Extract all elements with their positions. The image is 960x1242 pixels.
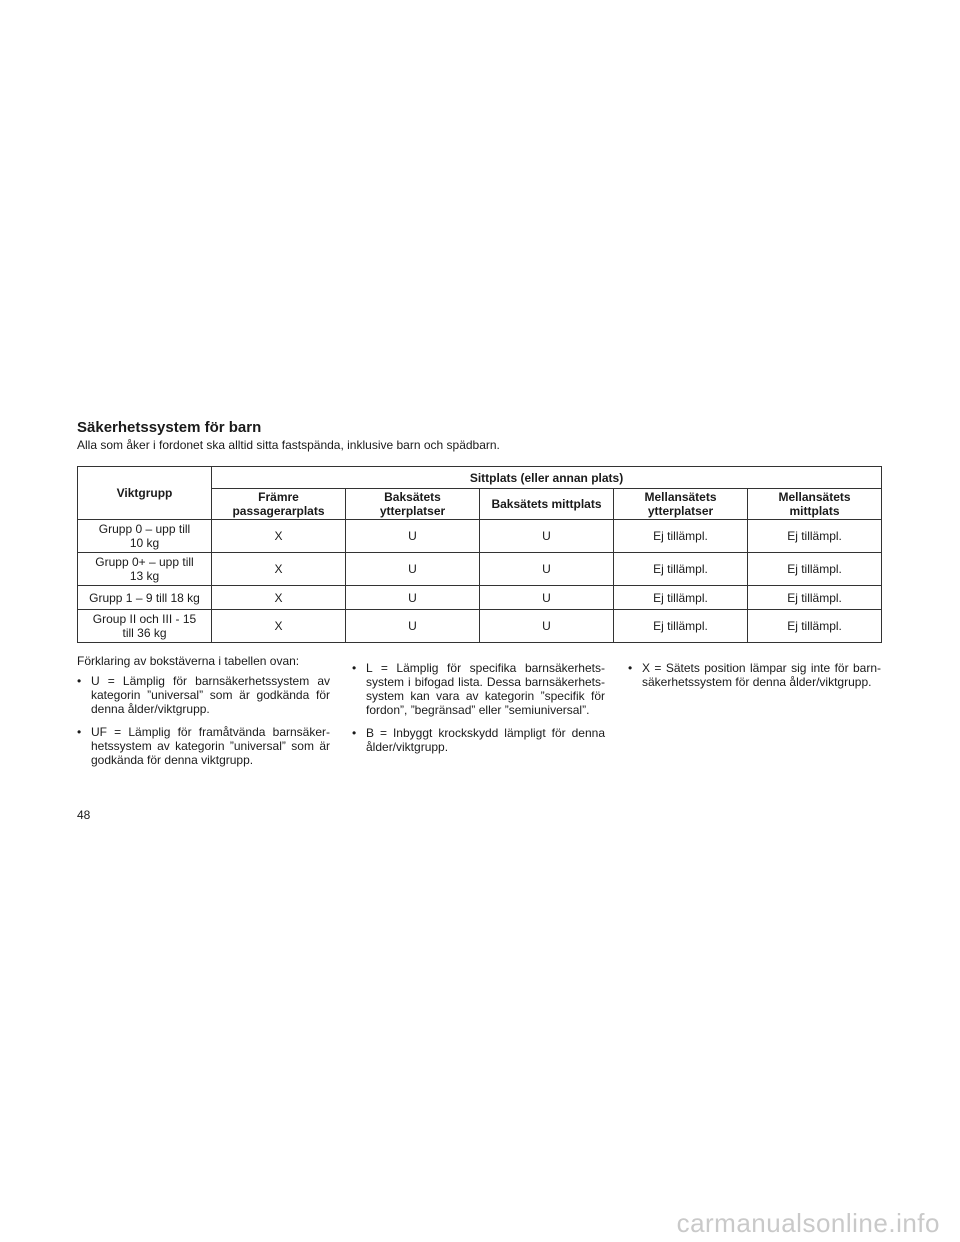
header-middle-outer: Mellansätets ytterplatser [614, 489, 748, 520]
table-row [78, 610, 882, 643]
legend-item-x: • X = Sätets position lämpar sig inte för barn-säkerhetssystem för denna ålder/viktgrupp. [628, 661, 881, 689]
table-cell: X [212, 520, 346, 553]
bullet-icon: • [77, 674, 82, 688]
weight-group-cell: Grupp 0+ – upp till 13 kg [78, 553, 212, 586]
table-cell: U [346, 553, 480, 586]
legend-item-b: • B = Inbyggt krockskydd lämpligt för denna ålder/viktgrupp. [352, 726, 605, 754]
weight-group-cell: Grupp 0 – upp till 10 kg [78, 520, 212, 553]
table-cell: U [346, 520, 480, 553]
seat-suitability-table [77, 466, 882, 643]
header-rear-center: Baksätets mittplats [480, 489, 614, 520]
table-cell: U [346, 586, 480, 610]
table-cell: Ej tillämpl. [748, 610, 882, 643]
header-front-passenger: Främre passagerarplats [212, 489, 346, 520]
table-cell: X [212, 610, 346, 643]
bullet-icon: • [77, 725, 82, 739]
table-row [78, 586, 882, 610]
intro-text: Alla som åker i fordonet ska alltid sitta fastspända, inklusive barn och spädbarn. [77, 438, 500, 452]
weight-group-cell: Group II och III - 15 till 36 kg [78, 610, 212, 643]
table-cell: Ej tillämpl. [748, 553, 882, 586]
table-cell: U [346, 610, 480, 643]
table-cell: U [480, 553, 614, 586]
header-weight-group: Viktgrupp [78, 467, 212, 520]
weight-group-cell: Grupp 1 – 9 till 18 kg [78, 586, 212, 610]
bullet-icon: • [352, 661, 357, 675]
table-cell: X [212, 553, 346, 586]
header-middle-center: Mellansätets mittplats [748, 489, 882, 520]
legend-intro: Förklaring av bokstäverna i tabellen ovan: [77, 654, 300, 668]
legend-item-u: • U = Lämplig för barnsäkerhetssystem av kategorin ”universal” som är godkända för denna ålder/viktgrupp. [77, 674, 330, 716]
table-cell: Ej tillämpl. [614, 553, 748, 586]
table-cell: U [480, 610, 614, 643]
table-cell: Ej tillämpl. [748, 520, 882, 553]
table-cell: Ej tillämpl. [614, 610, 748, 643]
watermark: carmanualsonline.info [676, 1208, 940, 1238]
page-number: 48 [77, 808, 91, 822]
table-cell: Ej tillämpl. [614, 520, 748, 553]
legend-column-3 [628, 661, 881, 698]
legend-item-uf: • UF = Lämplig för framåtvända barnsäker-hetssystem av kategorin ”universal” som är godkända för denna viktgrupp. [77, 725, 330, 767]
legend-column-2 [352, 661, 605, 763]
bullet-icon: • [352, 726, 357, 740]
table-row [78, 520, 882, 553]
header-rear-outer: Baksätets ytterplatser [346, 489, 480, 520]
page-title: Säkerhetssystem för barn [77, 419, 262, 436]
table-cell: X [212, 586, 346, 610]
table-cell: U [480, 520, 614, 553]
table-cell: Ej tillämpl. [614, 586, 748, 610]
table-row [78, 553, 882, 586]
legend-column-1 [77, 674, 330, 776]
legend-item-l: • L = Lämplig för specifika barnsäkerhets-system i bifogad lista. Dessa barnsäkerhets-system kan vara av kategorin ”specifik för fordon”, ”begränsad” eller ”semiuniversal”. [352, 661, 605, 717]
table-cell: U [480, 586, 614, 610]
table-cell: Ej tillämpl. [748, 586, 882, 610]
bullet-icon: • [628, 661, 633, 675]
header-seating-position: Sittplats (eller annan plats) [212, 467, 882, 489]
